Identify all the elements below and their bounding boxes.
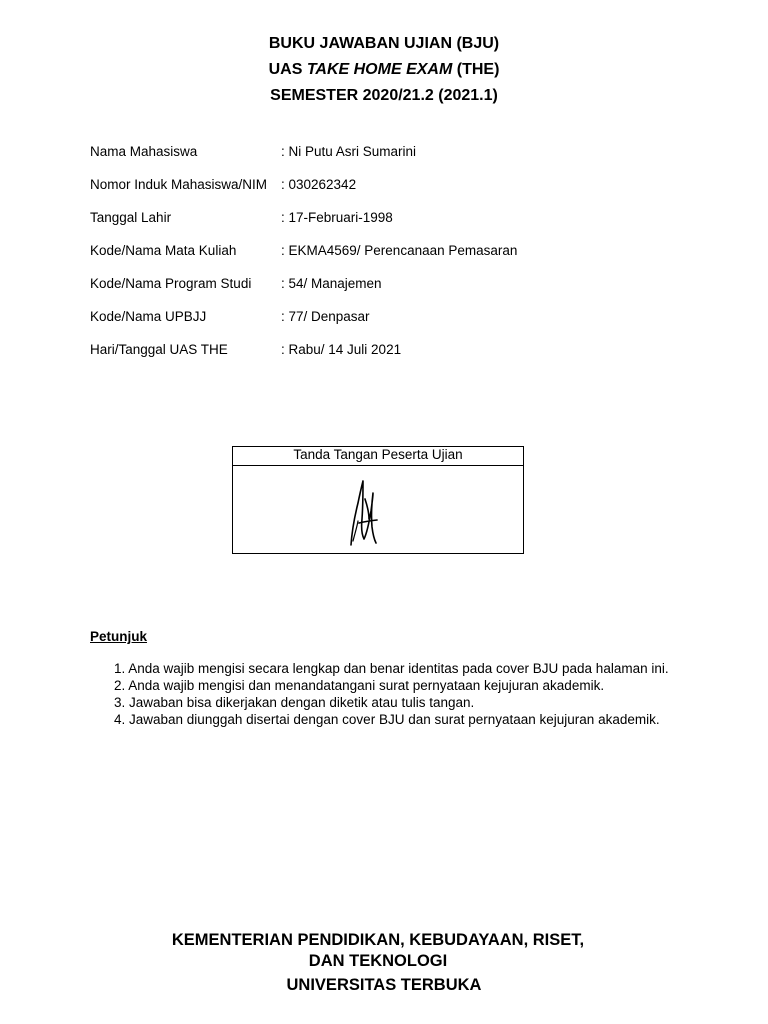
instructions-title: Petunjuk	[90, 629, 148, 644]
identity-label: Kode/Nama Mata Kuliah	[90, 243, 237, 258]
institution-footer	[0, 930, 768, 996]
instruction-item: 4. Jawaban diunggah disertai dengan cover BJU dan surat pernyataan kejujuran akademik.	[114, 712, 660, 727]
instruction-item: 2. Anda wajib mengisi dan menandatangani surat pernyataan kejujuran akademik.	[114, 678, 605, 693]
instruction-item: 3. Jawaban bisa dikerjakan dengan diketik atau tulis tangan.	[114, 695, 475, 710]
instructions-list	[114, 660, 669, 728]
title-line-1: BUKU JAWABAN UJIAN (BJU)	[268, 35, 500, 52]
identity-value: : Ni Putu Asri Sumarini	[281, 144, 417, 159]
identity-label: Kode/Nama Program Studi	[90, 276, 252, 291]
identity-label: Tanggal Lahir	[90, 210, 172, 225]
title-line-3: SEMESTER 2020/21.2 (2021.1)	[270, 87, 498, 104]
identity-value: : Rabu/ 14 Juli 2021	[281, 342, 402, 357]
title-line-2-italic: TAKE HOME EXAM	[306, 61, 453, 78]
identity-label: Hari/Tanggal UAS THE	[90, 342, 228, 357]
title-line-2-suffix: (THE)	[452, 61, 500, 78]
instruction-item: 1. Anda wajib mengisi secara lengkap dan benar identitas pada cover BJU pada halaman ini.	[114, 661, 669, 676]
identity-label: Nama Mahasiswa	[90, 144, 198, 159]
title-line-2-prefix: UAS	[268, 61, 307, 78]
title-line-2	[0, 57, 768, 83]
identity-value: : EKMA4569/ Perencanaan Pemasaran	[281, 243, 518, 258]
identity-label: Nomor Induk Mahasiswa/NIM	[90, 177, 268, 192]
document-title	[0, 31, 768, 109]
identity-label: Kode/Nama UPBJJ	[90, 309, 207, 324]
identity-value: : 030262342	[281, 177, 357, 192]
footer-line-3: UNIVERSITAS TERBUKA	[286, 976, 482, 994]
signature-image	[343, 475, 403, 547]
identity-value: : 17-Februari-1998	[281, 210, 393, 225]
signature-box-header: Tanda Tangan Peserta Ujian	[233, 447, 523, 466]
identity-value: : 54/ Manajemen	[281, 276, 382, 291]
identity-value: : 77/ Denpasar	[281, 309, 370, 324]
signature-box	[232, 446, 524, 554]
footer-line-2: DAN TEKNOLOGI	[308, 952, 448, 970]
footer-line-1: KEMENTERIAN PENDIDIKAN, KEBUDAYAAN, RISET,	[171, 931, 585, 949]
